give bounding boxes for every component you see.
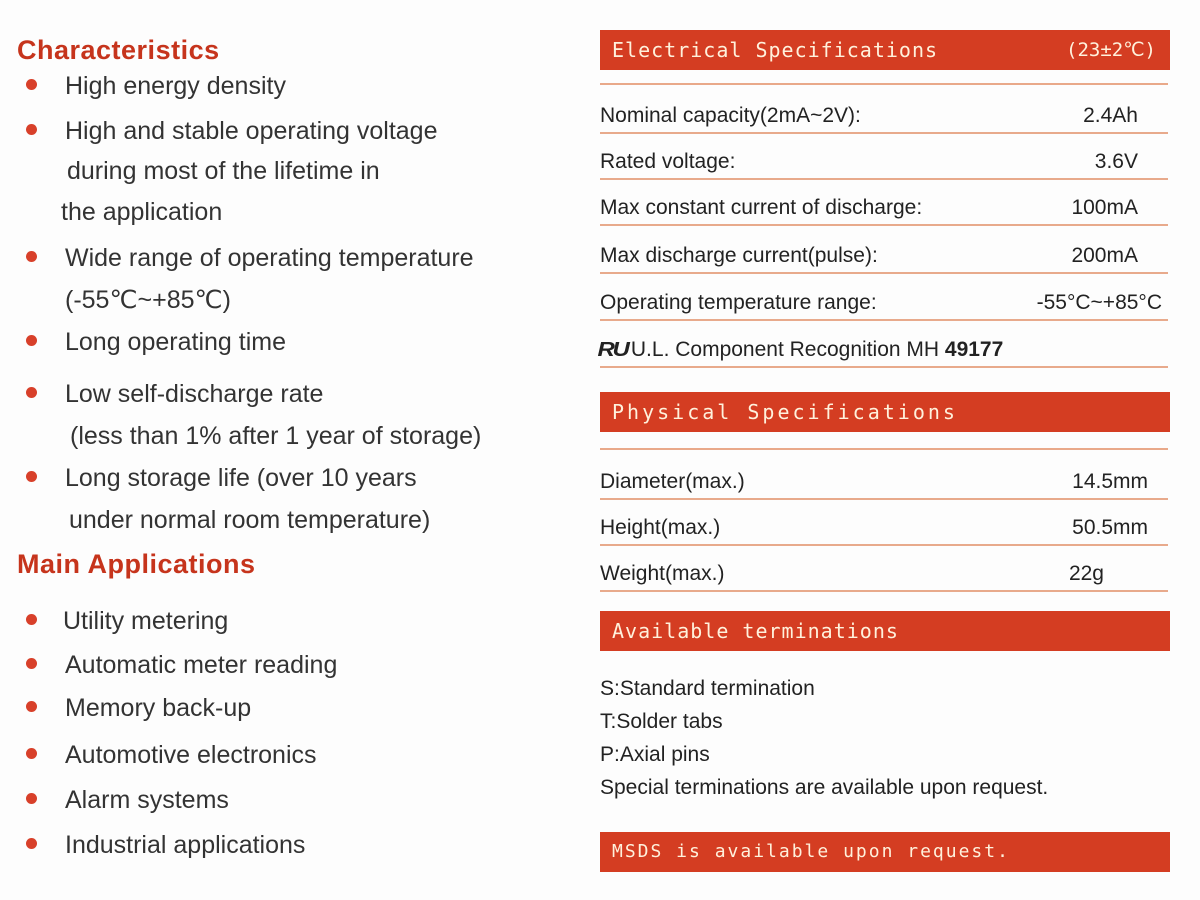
bullet-icon	[26, 251, 37, 262]
right-column	[597, 0, 1170, 900]
msds-banner	[600, 832, 1170, 872]
characteristic-continuation: under normal room temperature)	[69, 506, 431, 534]
ul-number: 49177	[944, 338, 1004, 361]
physical-specs-header	[600, 392, 1170, 432]
bullet-icon	[26, 701, 37, 712]
ul-logo-icon: RU	[597, 339, 628, 361]
spec-value: -55°C~+85°C	[1036, 291, 1162, 314]
electrical-specs-header	[600, 30, 1170, 70]
ul-recognition-row	[597, 326, 1168, 368]
termination-line: P:Axial pins	[600, 743, 710, 766]
spec-row	[600, 504, 1168, 546]
spec-value: 100mA	[1071, 196, 1138, 219]
termination-note: Special terminations are available upon request.	[600, 776, 1049, 799]
bullet-icon	[26, 748, 37, 759]
left-column: Characteristics High energy density High and stable operating voltage during most of the lifetime in the application Wide range of operating temperature (-55℃~+85℃) Long operating time Low self-discharge rate (less than 1% after 1 year of storage) Long storage life (over 10 years under normal room temperature) Main Applications Utility metering Automatic meter reading Memory back-up Automotive electronics Alarm systems Industrial applications	[17, 35, 482, 859]
characteristic-continuation: during most of the lifetime in	[67, 157, 380, 185]
divider	[600, 448, 1168, 450]
terminations-title: Available terminations	[612, 619, 899, 643]
terminations-header	[600, 611, 1170, 651]
physical-specs-title: Physical Specifications	[612, 400, 958, 424]
applications-heading: Main Applications	[17, 549, 256, 579]
bullet-icon	[26, 614, 37, 625]
bullet-icon	[26, 335, 37, 346]
spec-row	[600, 232, 1168, 274]
spec-row	[600, 184, 1168, 226]
spec-value: 3.6V	[1094, 150, 1138, 173]
bullet-icon	[26, 79, 37, 90]
spec-value: 14.5mm	[1072, 470, 1148, 493]
bullet-icon	[26, 471, 37, 482]
spec-label: Max constant current of discharge:	[600, 196, 923, 219]
spec-value: 200mA	[1071, 244, 1138, 267]
spec-value: 2.4Ah	[1083, 104, 1138, 127]
spec-label: Height(max.)	[600, 516, 721, 539]
characteristic-continuation: the application	[61, 198, 223, 226]
ul-text: U.L. Component Recognition MH	[630, 338, 945, 361]
termination-line: T:Solder tabs	[600, 710, 723, 733]
spec-row	[600, 279, 1168, 321]
msds-text: MSDS is available upon request.	[612, 841, 1010, 862]
spec-row	[600, 138, 1168, 180]
spec-row	[600, 92, 1168, 134]
bullet-icon	[26, 124, 37, 135]
spec-value: 22g	[1068, 562, 1104, 585]
bullet-icon	[26, 793, 37, 804]
characteristic-continuation: (-55℃~+85℃)	[65, 286, 231, 314]
spec-value: 50.5mm	[1072, 516, 1148, 539]
characteristic-continuation: (less than 1% after 1 year of storage)	[70, 422, 482, 450]
characteristics-heading: Characteristics	[17, 35, 220, 65]
bullet-icon	[26, 658, 37, 669]
bullet-icon	[26, 387, 37, 398]
spec-row	[600, 550, 1168, 592]
electrical-specs-title: Electrical Specifications	[612, 38, 939, 62]
spec-label: Diameter(max.)	[600, 470, 745, 493]
test-condition: (23±2℃)	[1066, 39, 1156, 61]
spec-label: Weight(max.)	[600, 562, 725, 585]
divider	[600, 83, 1168, 85]
spec-label: Max discharge current(pulse):	[600, 244, 878, 267]
termination-line: S:Standard termination	[600, 677, 815, 700]
spec-label: Rated voltage:	[600, 150, 736, 173]
bullet-icon	[26, 838, 37, 849]
spec-row	[600, 458, 1168, 500]
spec-label: Operating temperature range:	[600, 291, 877, 314]
spec-label: Nominal capacity(2mA~2V):	[600, 104, 861, 127]
